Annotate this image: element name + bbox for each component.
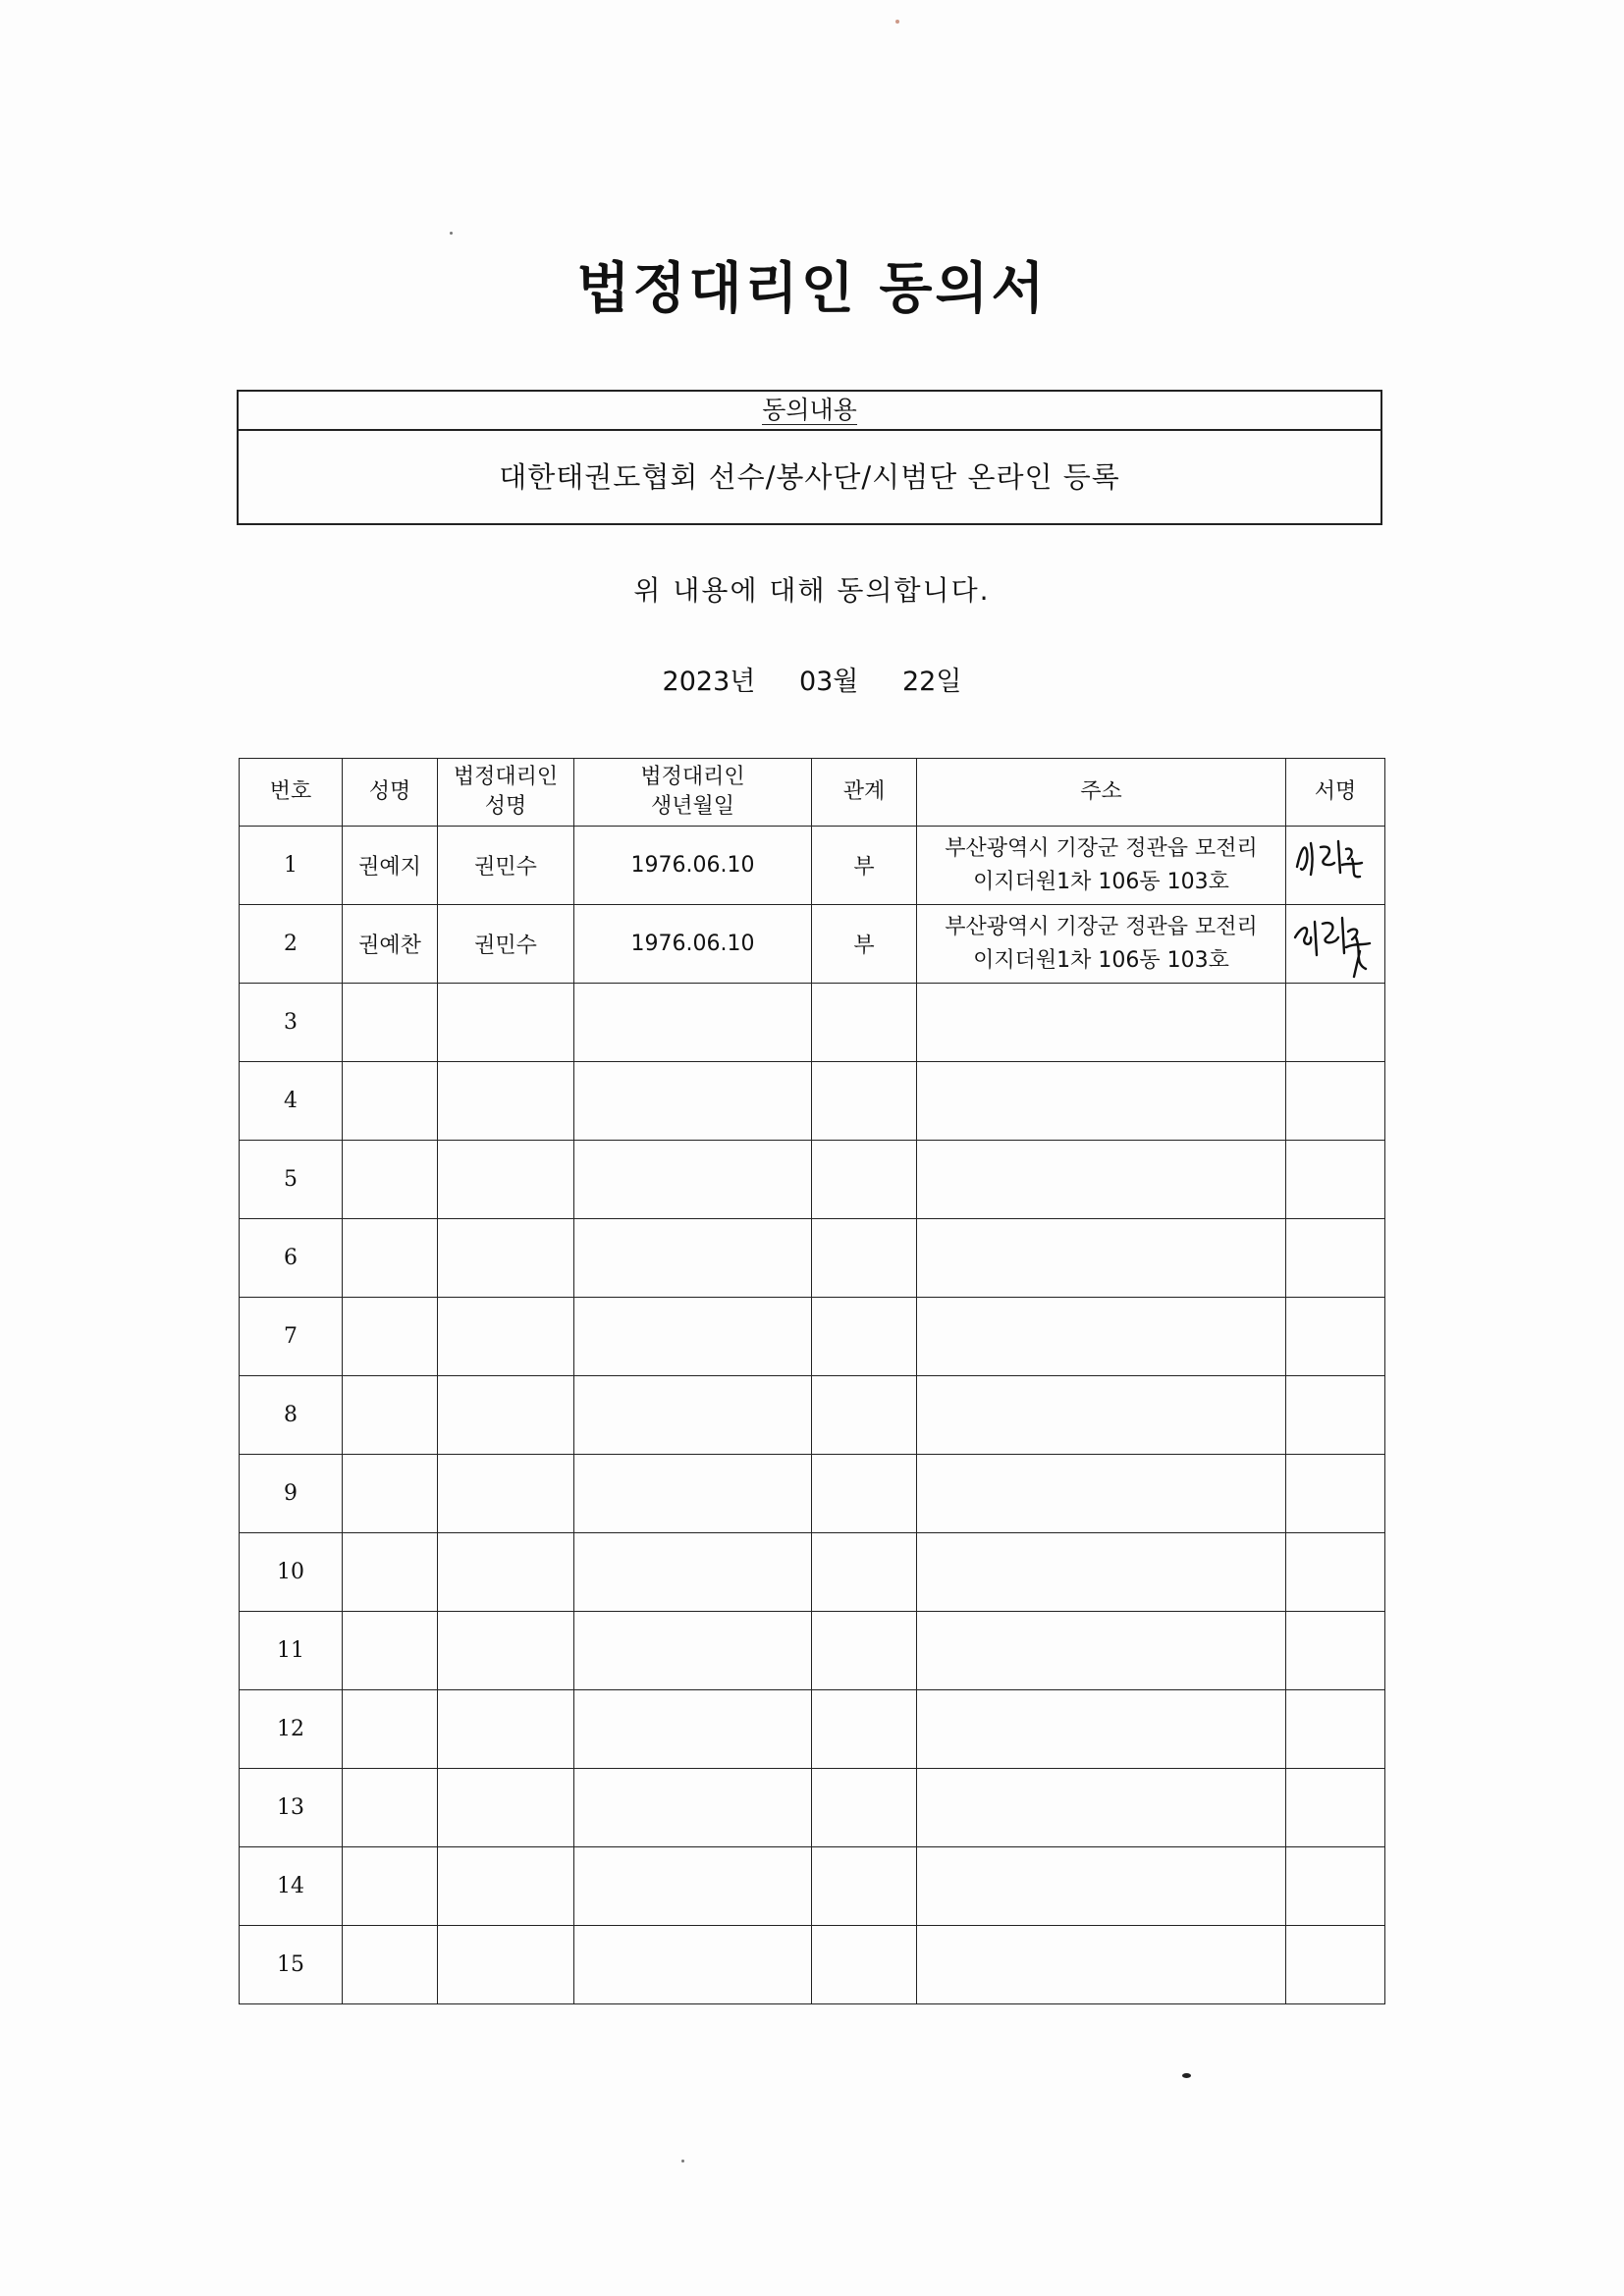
row-guardian-birth [574, 1455, 812, 1533]
row-signature [1286, 1298, 1385, 1376]
table-row [240, 1219, 1385, 1298]
row-signature [1286, 1219, 1385, 1298]
row-address [917, 984, 1286, 1062]
row-number: 15 [240, 1926, 343, 2004]
row-address [917, 1141, 1286, 1219]
row-relation [812, 1926, 917, 2004]
date-line [0, 660, 1624, 698]
row-relation [812, 1219, 917, 1298]
row-guardian-name [438, 1612, 574, 1690]
row-guardian-birth [574, 1219, 812, 1298]
row-guardian-birth [574, 1141, 812, 1219]
row-address [917, 905, 1286, 984]
row-address [917, 1847, 1286, 1926]
table-row [240, 1612, 1385, 1690]
row-guardian-birth [574, 1847, 812, 1926]
row-guardian-name [438, 1298, 574, 1376]
row-relation [812, 1533, 917, 1612]
row-relation [812, 1455, 917, 1533]
table-row [240, 1062, 1385, 1141]
row-address-line1: 부산광역시 기장군 정관읍 모전리 [945, 914, 1258, 939]
row-number: 12 [240, 1690, 343, 1769]
row-guardian-birth [574, 1533, 812, 1612]
table-row [240, 905, 1385, 984]
scan-speck [1182, 2073, 1191, 2078]
row-signature [1286, 1612, 1385, 1690]
row-name [343, 1690, 438, 1769]
row-number: 9 [240, 1455, 343, 1533]
handwritten-signature [1291, 908, 1380, 981]
row-guardian-name [438, 984, 574, 1062]
row-relation [812, 1690, 917, 1769]
row-relation [812, 1141, 917, 1219]
table-row [240, 827, 1385, 905]
row-name [343, 1219, 438, 1298]
scan-speck [681, 2160, 684, 2163]
row-number: 7 [240, 1298, 343, 1376]
header-address: 주소 [917, 759, 1286, 827]
row-signature [1286, 827, 1385, 905]
row-name [343, 1376, 438, 1455]
row-address [917, 1298, 1286, 1376]
header-signature: 서명 [1286, 759, 1385, 827]
row-address-line1: 부산광역시 기장군 정관읍 모전리 [945, 835, 1258, 861]
row-address [917, 1769, 1286, 1847]
row-address-line2: 이지더원1차 106동 103호 [973, 947, 1229, 973]
consent-header [239, 392, 1380, 431]
row-address [917, 1926, 1286, 2004]
row-guardian-birth [574, 1690, 812, 1769]
row-signature [1286, 1690, 1385, 1769]
date-month: 03월 [798, 667, 859, 697]
row-signature [1286, 1455, 1385, 1533]
row-name [343, 1612, 438, 1690]
row-address [917, 1376, 1286, 1455]
row-guardian-birth [574, 1612, 812, 1690]
row-name [343, 1298, 438, 1376]
row-address [917, 1690, 1286, 1769]
row-guardian-birth [574, 1062, 812, 1141]
date-year: 2023년 [662, 667, 756, 697]
table-row [240, 1376, 1385, 1455]
scan-speck [895, 20, 899, 24]
header-guardian-name-line2: 성명 [484, 794, 527, 819]
table-header-row [240, 759, 1385, 827]
row-address [917, 1612, 1286, 1690]
row-guardian-name [438, 1769, 574, 1847]
row-guardian-name [438, 1926, 574, 2004]
header-guardian-birth-line1: 법정대리인 [640, 765, 745, 789]
row-relation [812, 1612, 917, 1690]
row-guardian-name [438, 1141, 574, 1219]
row-name [343, 1455, 438, 1533]
date-day: 22일 [901, 667, 962, 697]
row-relation: 부 [812, 905, 917, 984]
row-signature [1286, 1847, 1385, 1926]
row-name [343, 1769, 438, 1847]
row-guardian-birth [574, 984, 812, 1062]
row-guardian-name [438, 1219, 574, 1298]
handwritten-signature [1291, 829, 1380, 902]
header-guardian-birth-line2: 생년월일 [650, 794, 734, 819]
row-guardian-birth [574, 1926, 812, 2004]
row-guardian-name [438, 1690, 574, 1769]
row-number: 6 [240, 1219, 343, 1298]
row-guardian-birth: 1976.06.10 [574, 827, 812, 905]
table-row [240, 1533, 1385, 1612]
document-title: 법정대리인 동의서 [576, 257, 1048, 321]
table-row [240, 1298, 1385, 1376]
table-row [240, 1141, 1385, 1219]
row-guardian-birth [574, 1298, 812, 1376]
table-row [240, 1769, 1385, 1847]
table-row [240, 1847, 1385, 1926]
scan-speck [450, 232, 453, 235]
row-number: 10 [240, 1533, 343, 1612]
row-relation: 부 [812, 827, 917, 905]
row-address [917, 1455, 1286, 1533]
header-guardian-name-line1: 법정대리인 [453, 765, 559, 789]
row-number: 4 [240, 1062, 343, 1141]
table-row [240, 1455, 1385, 1533]
row-signature [1286, 1141, 1385, 1219]
row-address [917, 1219, 1286, 1298]
table-body [240, 827, 1385, 2004]
row-relation [812, 1376, 917, 1455]
row-signature [1286, 1062, 1385, 1141]
row-relation [812, 1298, 917, 1376]
row-name [343, 1062, 438, 1141]
row-address [917, 1062, 1286, 1141]
row-guardian-name [438, 1062, 574, 1141]
row-number: 13 [240, 1769, 343, 1847]
row-relation [812, 1062, 917, 1141]
row-number: 14 [240, 1847, 343, 1926]
table-row [240, 1690, 1385, 1769]
row-signature [1286, 1533, 1385, 1612]
row-guardian-name: 권민수 [438, 827, 574, 905]
header-relation: 관계 [812, 759, 917, 827]
row-guardian-name: 권민수 [438, 905, 574, 984]
consent-box [237, 390, 1382, 525]
row-signature [1286, 905, 1385, 984]
row-relation [812, 1769, 917, 1847]
row-guardian-name [438, 1533, 574, 1612]
row-name [343, 984, 438, 1062]
row-signature [1286, 984, 1385, 1062]
agreement-statement: 위 내용에 대해 동의합니다. [633, 574, 991, 607]
row-number: 5 [240, 1141, 343, 1219]
row-name [343, 1926, 438, 2004]
row-relation [812, 984, 917, 1062]
row-signature [1286, 1926, 1385, 2004]
row-name [343, 1533, 438, 1612]
row-number: 2 [240, 905, 343, 984]
row-name [343, 1141, 438, 1219]
table-row [240, 984, 1385, 1062]
consent-header-label: 동의내용 [762, 396, 857, 424]
guardian-table [239, 758, 1385, 2004]
row-name: 권예지 [343, 827, 438, 905]
row-signature [1286, 1376, 1385, 1455]
row-address [917, 827, 1286, 905]
row-guardian-name [438, 1376, 574, 1455]
row-address [917, 1533, 1286, 1612]
row-number: 8 [240, 1376, 343, 1455]
header-guardian-birth [574, 759, 812, 827]
row-address-line2: 이지더원1차 106동 103호 [973, 869, 1229, 894]
row-number: 11 [240, 1612, 343, 1690]
row-guardian-birth [574, 1376, 812, 1455]
row-guardian-name [438, 1847, 574, 1926]
row-guardian-name [438, 1455, 574, 1533]
table-row [240, 1926, 1385, 2004]
row-guardian-birth: 1976.06.10 [574, 905, 812, 984]
consent-text: 대한태권도협회 선수/봉사단/시범단 온라인 등록 [499, 460, 1120, 494]
row-guardian-birth [574, 1769, 812, 1847]
header-number: 번호 [240, 759, 343, 827]
row-name: 권예찬 [343, 905, 438, 984]
row-number: 3 [240, 984, 343, 1062]
header-name: 성명 [343, 759, 438, 827]
row-signature [1286, 1769, 1385, 1847]
row-relation [812, 1847, 917, 1926]
row-number: 1 [240, 827, 343, 905]
row-name [343, 1847, 438, 1926]
header-guardian-name [438, 759, 574, 827]
